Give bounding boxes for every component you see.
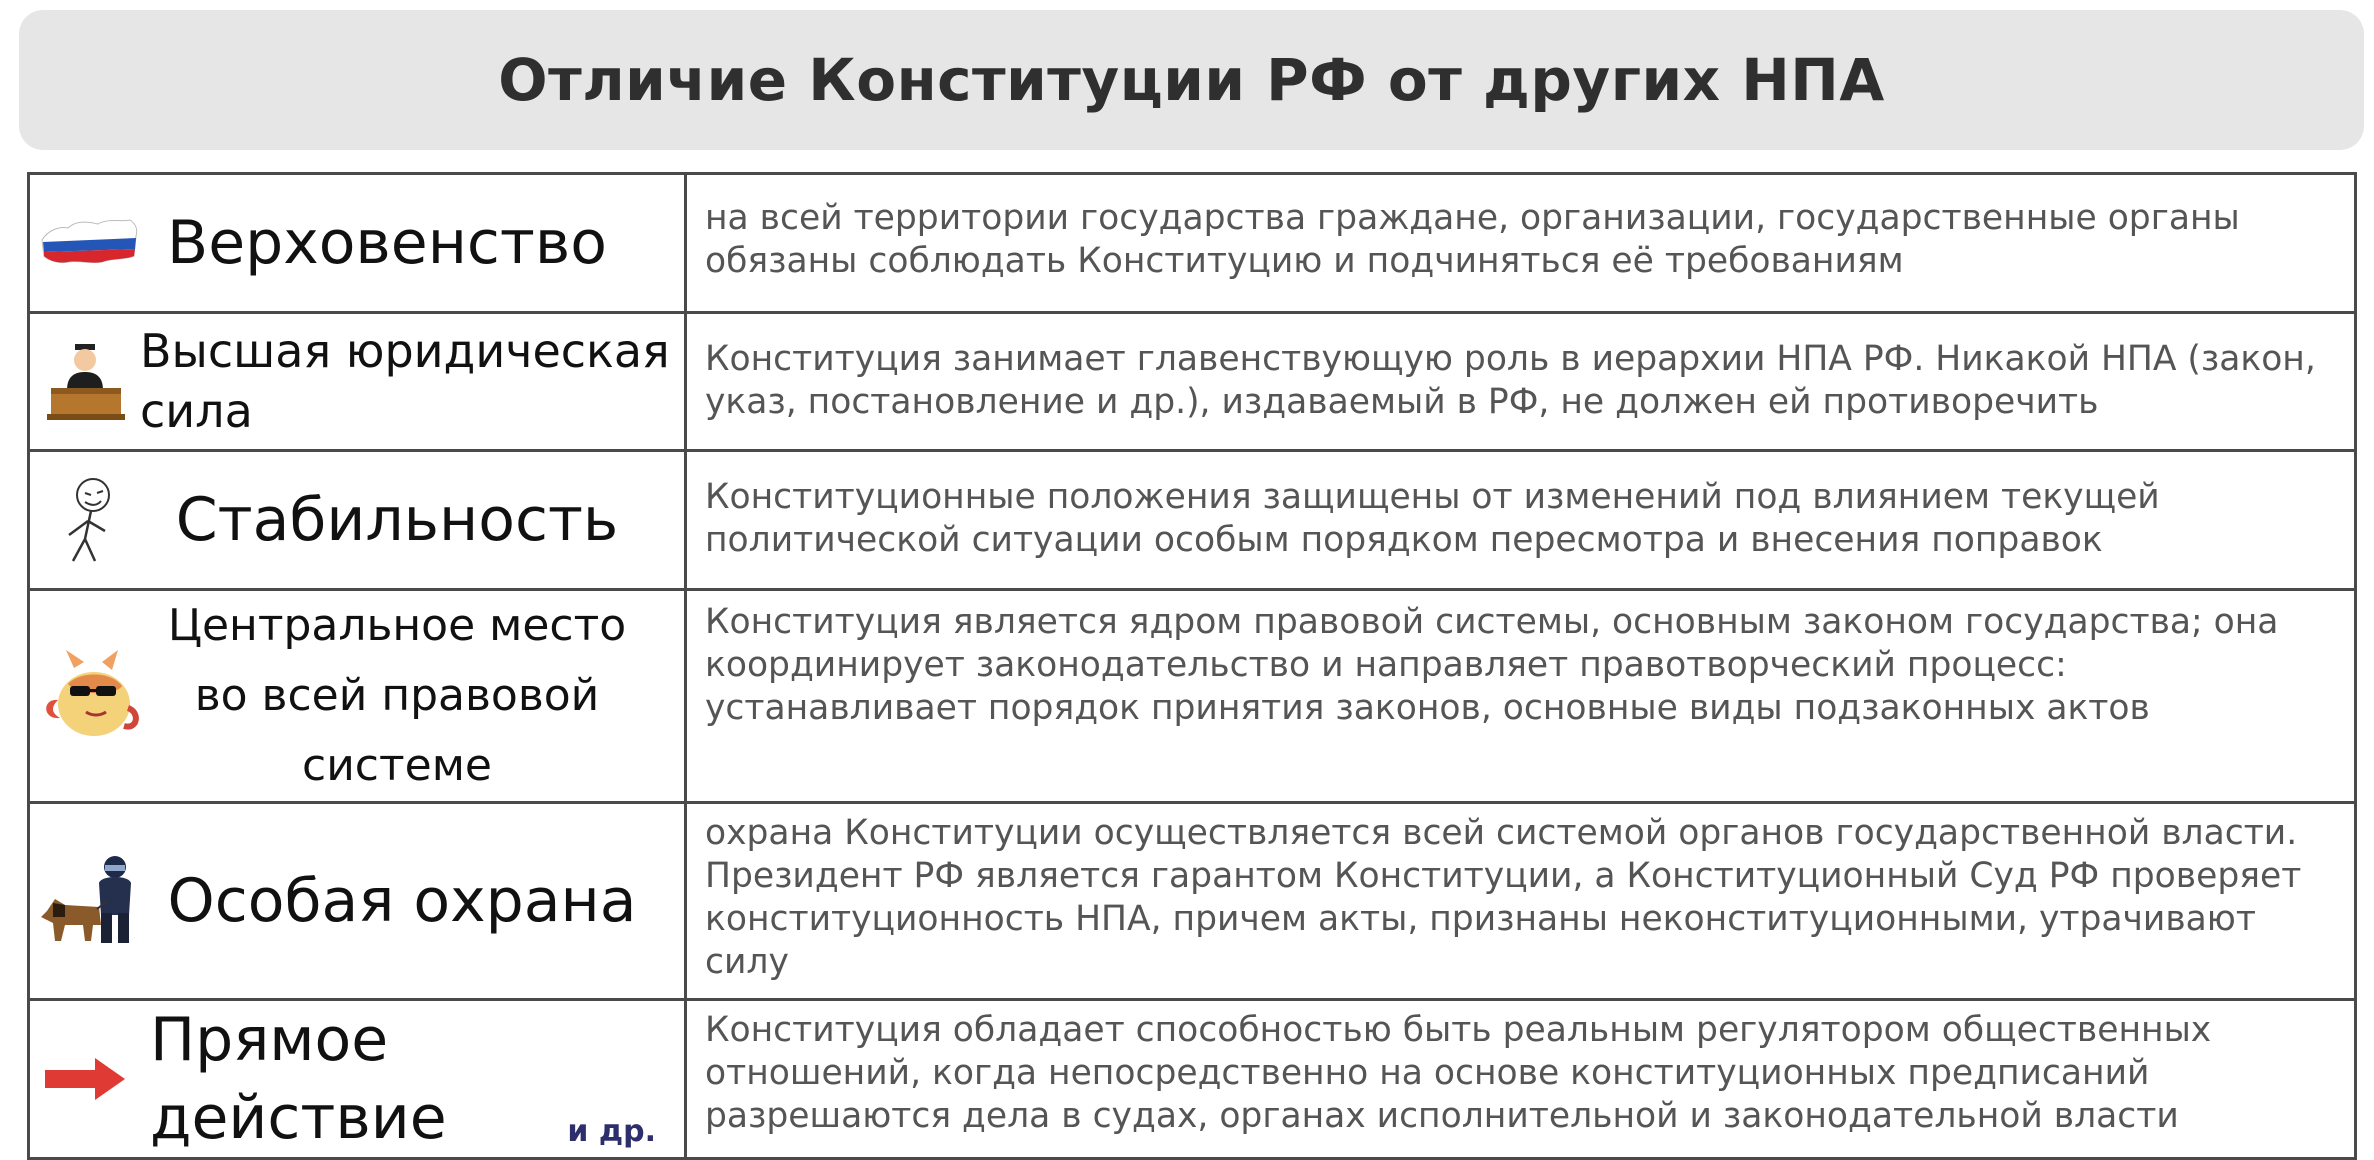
term-label: Верховенство xyxy=(167,208,607,278)
title-banner xyxy=(19,10,2364,150)
extra-note: и др. xyxy=(567,1114,656,1149)
table-row xyxy=(29,313,2356,451)
description-cell: на всей территории государства граждане, организации, государственные органы обязаны соблюдать Конституцию и подчиняться её требованиям xyxy=(686,174,2356,313)
table-row xyxy=(29,174,2356,313)
meme-character-icon xyxy=(30,475,150,565)
table-row xyxy=(29,451,2356,590)
police-with-dog-icon xyxy=(30,853,150,949)
cool-cartoon-creature-icon xyxy=(30,648,150,744)
term-label: Стабильность xyxy=(175,485,619,555)
page-title: Отличие Конституции РФ от других НПА xyxy=(498,46,1885,114)
description-cell: Конституционные положения защищены от изменений под влиянием текущей политической ситуации особым порядком пересмотра и внесения поправок xyxy=(686,451,2356,590)
description-cell: охрана Конституции осуществляется всей системой органов государственной власти. Президент РФ является гарантом Конституции, а Конституционный Суд РФ проверяет конституционность НПА, причем акты, признаны неконституционными, утрачивают силу xyxy=(686,803,2356,1000)
table-row xyxy=(29,803,2356,1000)
term-label: Высшая юридическая сила xyxy=(140,323,670,438)
judge-at-desk-icon xyxy=(30,340,140,424)
term-cell xyxy=(29,313,686,451)
description-cell: Конституция является ядром правовой системы, основным законом государства; она координирует законодательство и направляет правотворческий процесс: устанавливает порядок принятия законов, основные виды подзаконных актов xyxy=(686,590,2356,803)
term-cell xyxy=(29,803,686,1000)
term-cell xyxy=(29,451,686,590)
term-cell xyxy=(29,590,686,803)
red-arrow-icon xyxy=(30,1056,140,1102)
term-label: Прямое действие xyxy=(150,1005,447,1153)
table-row xyxy=(29,1000,2356,1159)
term-label: Особая охрана xyxy=(167,866,637,936)
term-label: Центральное место во всей правовой системе xyxy=(167,600,627,791)
term-cell xyxy=(29,1000,686,1159)
description-cell: Конституция обладает способностью быть реальным регулятором общественных отношений, когда непосредственно на основе конституционных предписаний разрешаются дела в судах, органах исполнительной и законодательной власти xyxy=(686,1000,2356,1159)
term-cell xyxy=(29,174,686,313)
table-row xyxy=(29,590,2356,803)
russia-flag-map-icon xyxy=(30,212,150,274)
comparison-table xyxy=(27,172,2357,1160)
description-cell: Конституция занимает главенствующую роль в иерархии НПА РФ. Никакой НПА (закон, указ, постановление и др.), издаваемый в РФ, не должен ей противоречить xyxy=(686,313,2356,451)
